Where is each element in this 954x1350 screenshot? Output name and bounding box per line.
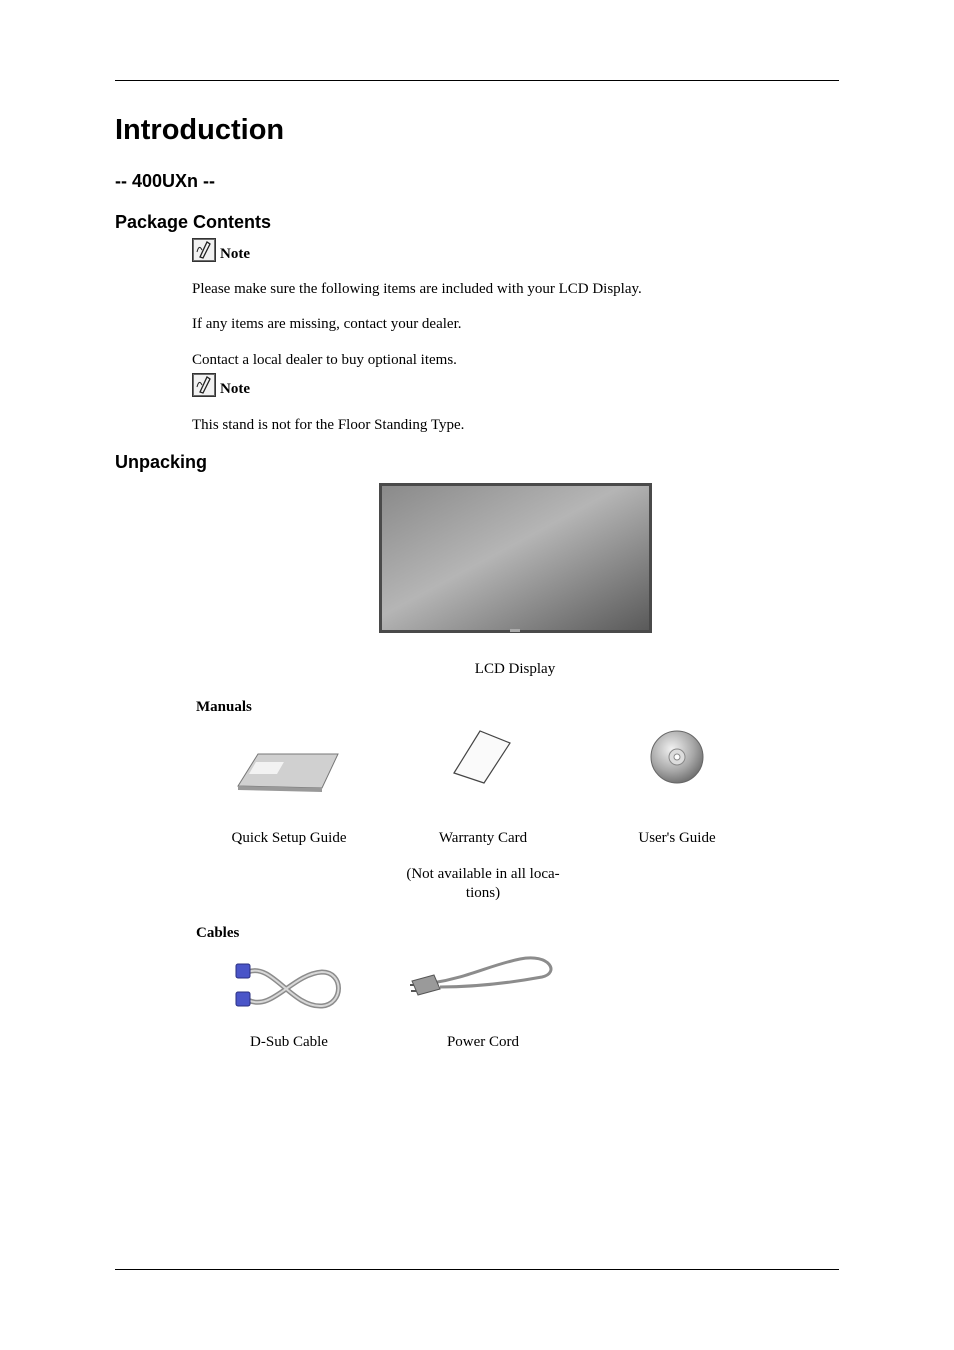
paragraph-missing-items: If any items are missing, contact your dealer. xyxy=(192,316,462,332)
note-pencil-icon xyxy=(192,238,216,262)
cable-caption-power-cord: Power Cord xyxy=(446,1034,520,1050)
package-contents-heading: Package Contents xyxy=(115,212,272,232)
manual-caption-users-guide: User's Guide xyxy=(638,830,716,846)
manual-caption-quick-setup: Quick Setup Guide xyxy=(231,830,347,846)
top-rule xyxy=(115,80,839,81)
card-icon xyxy=(450,729,514,785)
manual-caption-warranty: Warranty Card xyxy=(438,830,528,846)
cables-heading: Cables xyxy=(196,925,240,941)
booklet-icon xyxy=(234,748,342,796)
note-label: Note xyxy=(220,381,250,397)
paragraph-check-items: Please make sure the following items are included with your LCD Display. xyxy=(192,281,642,297)
warranty-availability-note: (Not available in all loca- tions) xyxy=(406,866,560,901)
note-1 xyxy=(192,236,250,262)
paragraph-optional-items: Contact a local dealer to buy optional items. xyxy=(192,352,457,368)
unpacking-heading: Unpacking xyxy=(115,452,208,472)
page-title: Introduction xyxy=(115,114,285,146)
lcd-display-image xyxy=(378,482,653,635)
bottom-rule xyxy=(115,1269,839,1270)
cd-icon xyxy=(649,729,705,785)
note-2 xyxy=(192,371,250,397)
cable-caption-dsub: D-Sub Cable xyxy=(250,1034,328,1050)
paragraph-stand-note: This stand is not for the Floor Standing Type. xyxy=(192,417,465,433)
dsub-cable-icon xyxy=(232,958,344,1016)
note-label: Note xyxy=(220,246,250,262)
lcd-display-caption: LCD Display xyxy=(474,661,556,677)
manuals-heading: Manuals xyxy=(196,699,252,715)
power-cord-icon xyxy=(410,953,556,1001)
model-heading: -- 400UXn -- xyxy=(115,171,216,191)
note-pencil-icon xyxy=(192,373,216,397)
